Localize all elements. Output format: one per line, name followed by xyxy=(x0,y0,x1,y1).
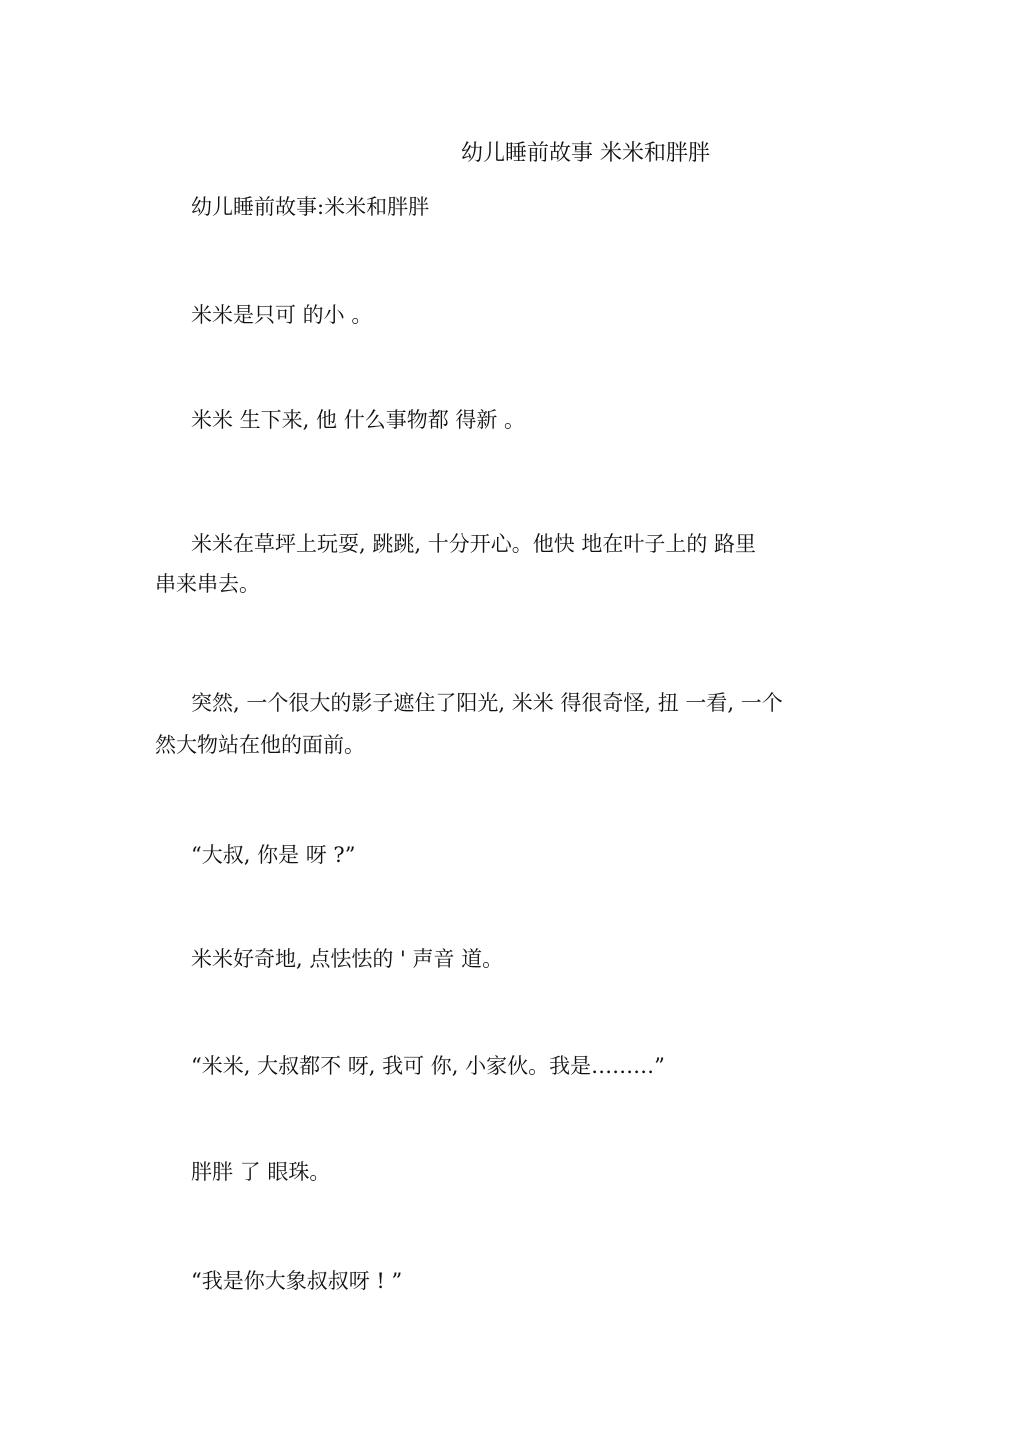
paragraph-6: 米米好奇地, 点怯怯的 ' 声音 道。 xyxy=(191,947,504,971)
paragraph-3-line-2: 串来串去。 xyxy=(155,572,260,596)
document-subtitle: 幼儿睡前故事:米米和胖胖 xyxy=(191,195,430,219)
paragraph-5: “大叔, 你是 呀 ?” xyxy=(191,843,356,867)
document-title: 幼儿睡前故事 米米和胖胖 xyxy=(461,141,710,166)
paragraph-4-line-1: 突然, 一个很大的影子遮住了阳光, 米米 得很奇怪, 扭 一看, 一个 xyxy=(191,691,783,715)
paragraph-7: “米米, 大叔都不 呀, 我可 你, 小家伙。我是………” xyxy=(191,1054,665,1078)
paragraph-2: 米米 生下来, 他 什么事物都 得新 。 xyxy=(191,408,526,432)
paragraph-9: “我是你大象叔叔呀 ! ” xyxy=(191,1269,403,1293)
paragraph-8: 胖胖 了 眼珠。 xyxy=(191,1160,331,1184)
paragraph-1: 米米是只可 的小 。 xyxy=(191,303,373,327)
paragraph-4-line-2: 然大物站在他的面前。 xyxy=(155,733,365,757)
paragraph-3-line-1: 米米在草坪上玩耍, 跳跳, 十分开心。他快 地在叶子上的 路里 xyxy=(191,532,757,556)
